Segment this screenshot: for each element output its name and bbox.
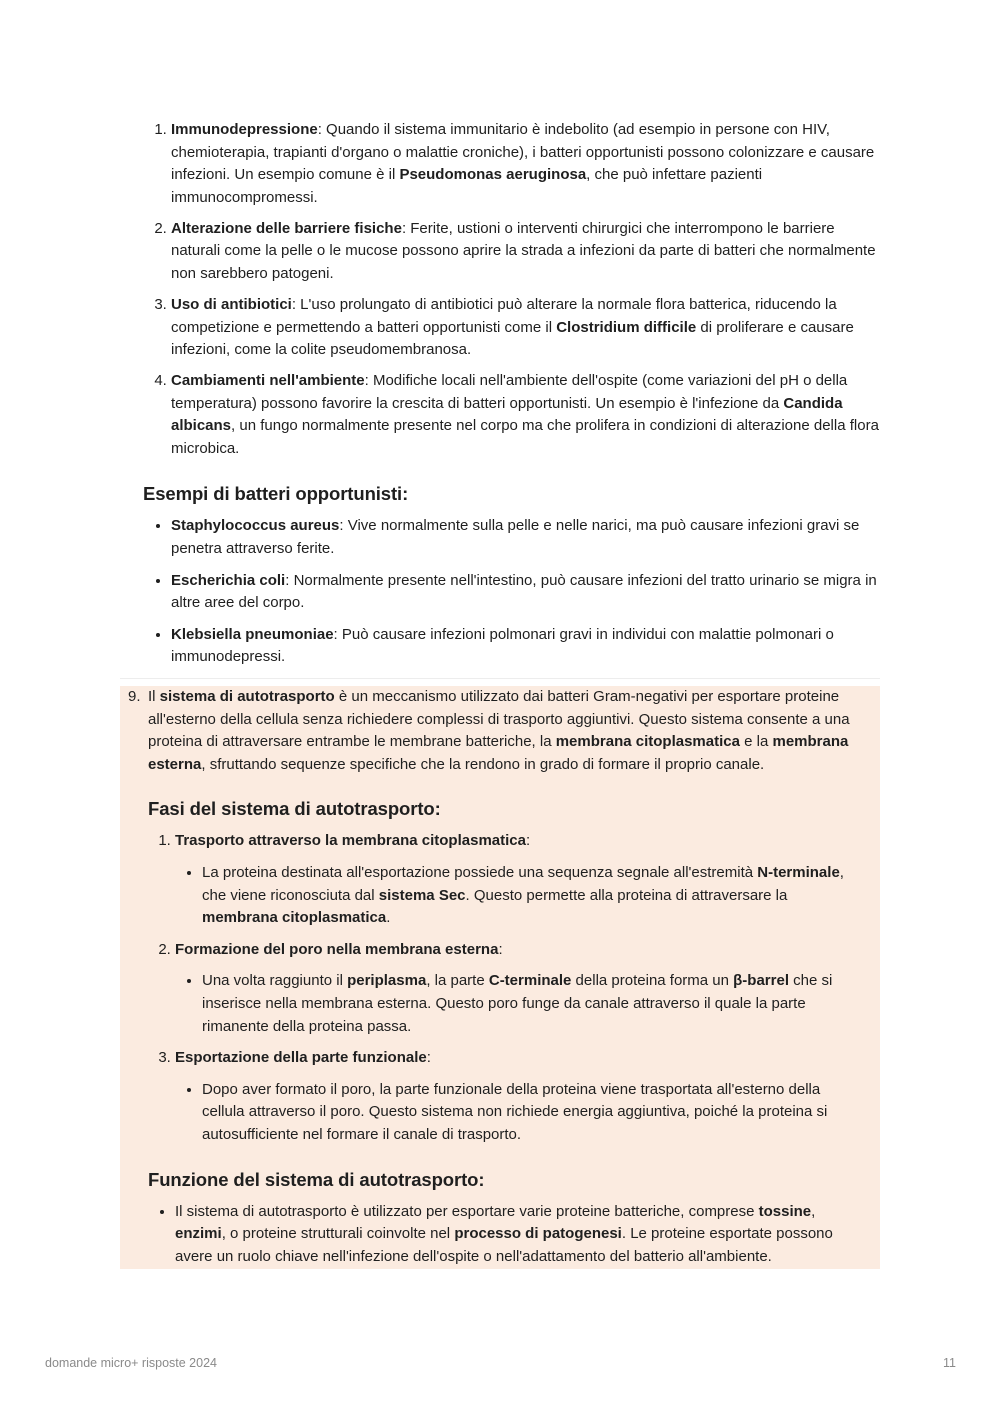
sub-list <box>175 862 858 930</box>
list-item: 3. Uso di antibiotici: L'uso prolungato di antibiotici può alterare la normale flora batterica, riducendo la competizione e permettendo a batteri opportunisti come il Clostridium difficile di proliferare e causare infezioni, come la colite pseudomembranosa. <box>171 294 880 362</box>
list-item: • Klebsiella pneumoniae: Può causare infezioni polmonari gravi in individui con malattie polmonari o immunodepressi. <box>171 624 880 669</box>
list-item: 2. Alterazione delle barriere fisiche: Ferite, ustioni o interventi chirurgici che interrompono le barriere naturali come la pelle o le mucose possono aprire la strada a infezioni da parte di batteri che normalmente non sarebbero patogeni. <box>171 218 880 286</box>
sub-list <box>175 1079 858 1147</box>
question-9-text: Il sistema di autotrasporto è un meccanismo utilizzato dai batteri Gram-negativi per esportare proteine all'esterno della cellula senza richiedere complessi di trasporto aggiuntivi. Questo sistema consente a una proteina di attraversare entrambe le membrane batteriche, la membrana citoplasmatica e la membrana esterna, sfruttando sequenze specifiche che la rendono in grado di formare il proprio canale. Fasi del sistema di autotrasporto: 1. Trasporto attraverso la membrana citoplasmatica: • La proteina destinata all'esportazione possiede una sequenza segnale all'estremità N-terminale, che viene riconosciuta dal sistema Sec. Questo permette alla proteina di attraversare la membrana citoplasmatica. 2. Formazione del poro nella membrana esterna: • Una volta raggiunto il periplasma, la parte C-terminale della proteina forma un β-barrel che si inserisce nella membrana esterna. Questo poro funge da canale attraverso il quale la parte rimanente della proteina passa. 3. Esportazione della parte funzionale: • Dopo aver formato il poro, la parte funzionale della proteina viene trasportata all'esterno della cellula attraverso il poro. Questo sistema non richiede energia aggiuntiva, poiché la proteina si autosufficiente nel formare il canale di trasporto. Funzione del sistema di autotrasporto: • Il sistema di autotrasporto è utilizzato per esportare varie proteine batteriche, comprese tossine, enzimi, o proteine strutturali coinvolte nel processo di patogenesi. Le proteine esportate possono avere un ruolo chiave nell'infezione dell'ospite o nell'adattamento del batterio all'ambiente. <box>148 686 880 1268</box>
list-item: • Staphylococcus aureus: Vive normalmente sulla pelle e nelle narici, ma può causare infezioni gravi se penetra attraverso ferite. <box>171 515 880 560</box>
question-number: 9. <box>128 688 141 706</box>
list-item: 2. Formazione del poro nella membrana esterna: • Una volta raggiunto il periplasma, la parte C-terminale della proteina forma un β-barrel che si inserisce nella membrana esterna. Questo poro funge da canale attraverso il quale la parte rimanente della proteina passa. <box>175 939 858 1038</box>
question-9 <box>120 686 880 1268</box>
sub-list <box>175 970 858 1038</box>
page-number: 11 <box>943 1356 956 1370</box>
examples-heading: Esempi di batteri opportunisti: <box>143 483 409 505</box>
function-heading: Funzione del sistema di autotrasporto: <box>148 1168 485 1190</box>
phases-heading: Fasi del sistema di autotrasporto: <box>148 798 441 820</box>
phases-list <box>148 830 858 1146</box>
list-item: • Dopo aver formato il poro, la parte funzionale della proteina viene trasportata all'esterno della cellula attraverso il poro. Questo sistema non richiede energia aggiuntiva, poiché la proteina si autosufficiente nel formare il canale di trasporto. <box>202 1079 858 1147</box>
list-item: • Una volta raggiunto il periplasma, la parte C-terminale della proteina forma un β-barrel che si inserisce nella membrana esterna. Questo poro funge da canale attraverso il quale la parte rimanente della proteina passa. <box>202 970 858 1038</box>
examples-list <box>120 515 880 669</box>
list-item: • Il sistema di autotrasporto è utilizzato per esportare varie proteine batteriche, comprese tossine, enzimi, o proteine strutturali coinvolte nel processo di patogenesi. Le proteine esportate possono avere un ruolo chiave nell'infezione dell'ospite o nell'adattamento del batterio all'ambiente. <box>175 1201 858 1269</box>
function-list <box>148 1201 858 1269</box>
divider <box>120 678 880 679</box>
list-item: 1. Trasporto attraverso la membrana citoplasmatica: • La proteina destinata all'esportazione possiede una sequenza segnale all'estremità N-terminale, che viene riconosciuta dal sistema Sec. Questo permette alla proteina di attraversare la membrana citoplasmatica. <box>175 830 858 929</box>
list-item: • La proteina destinata all'esportazione possiede una sequenza segnale all'estremità N-terminale, che viene riconosciuta dal sistema Sec. Questo permette alla proteina di attraversare la membrana citoplasmatica. <box>202 862 858 930</box>
list-item: • Escherichia coli: Normalmente presente nell'intestino, può causare infezioni del tratto urinario se migra in altre aree del corpo. <box>171 570 880 615</box>
list-item: 3. Esportazione della parte funzionale: • Dopo aver formato il poro, la parte funzionale della proteina viene trasportata all'esterno della cellula attraverso il poro. Questo sistema non richiede energia aggiuntiva, poiché la proteina si autosufficiente nel formare il canale di trasporto. <box>175 1047 858 1146</box>
list-item: 1. Immunodepressione: Quando il sistema immunitario è indebolito (ad esempio in persone con HIV, chemioterapia, trapianti d'organo o malattie croniche), i batteri opportunisti possono colonizzare e causare infezioni. Un esempio comune è il Pseudomonas aeruginosa, che può infettare pazienti immunocompromessi. <box>171 119 880 209</box>
factors-list <box>120 119 880 460</box>
question-9-block <box>120 686 880 1269</box>
page-content <box>120 119 880 1269</box>
list-item: 4. Cambiamenti nell'ambiente: Modifiche locali nell'ambiente dell'ospite (come variazioni del pH o della temperatura) possono favorire la crescita di batteri opportunisti. Un esempio è l'infezione da Candida albicans, un fungo normalmente presente nel corpo ma che prolifera in condizioni di alterazione della flora microbica. <box>171 370 880 460</box>
footer-title: domande micro+ risposte 2024 <box>45 1356 217 1370</box>
